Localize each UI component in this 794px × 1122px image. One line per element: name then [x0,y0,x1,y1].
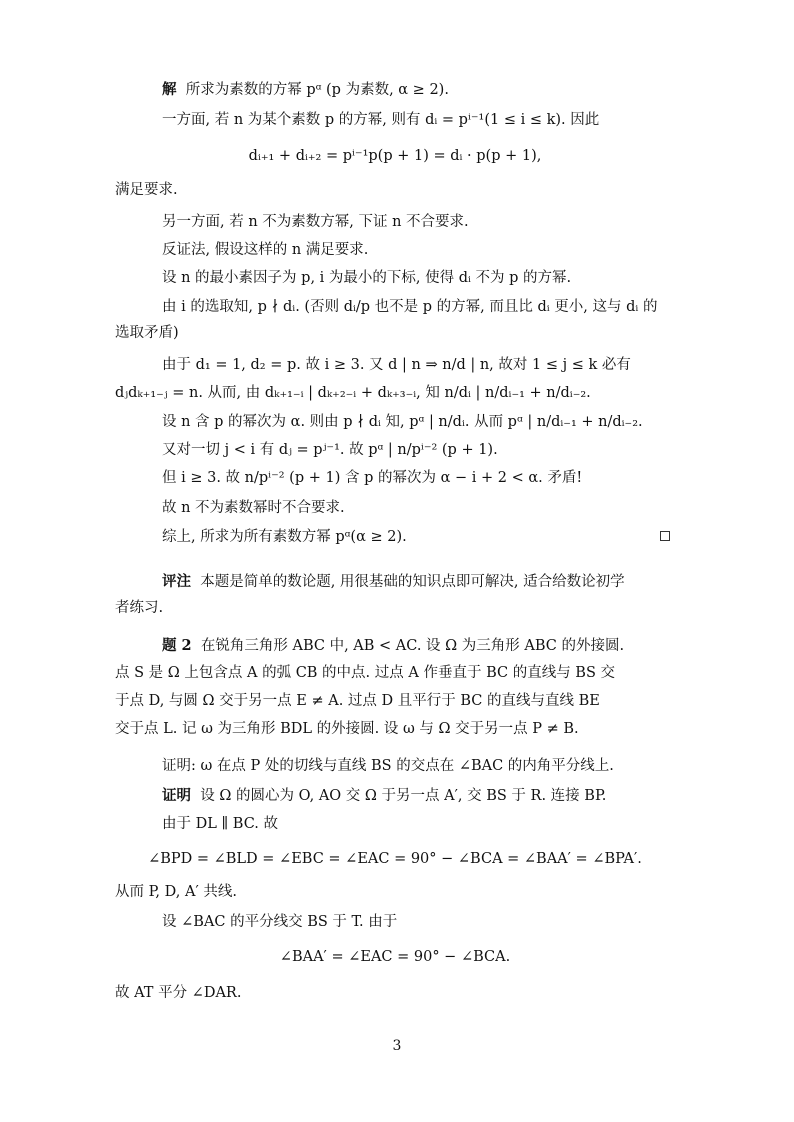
solution-line-5: 设 n 的最小素因子为 p, i 为最小的下标, 使得 dᵢ 不为 p 的方幂. [162,270,572,286]
solution-line-7a: 由于 d₁ = 1, d₂ = p. 故 i ≥ 3. 又 d | n ⇒ n/d | n, 故对 1 ≤ j ≤ k 必有 [162,357,631,373]
proof-line-2: 由于 DL ∥ BC. 故 [162,816,278,832]
proof-line-5: 故 AT 平分 ∠DAR. [115,985,242,1001]
solution-line-7b: dⱼdₖ₊₁₋ⱼ = n. 从而, 由 dₖ₊₁₋ᵢ | dₖ₊₂₋ᵢ + dₖ₊₃₋ᵢ, 知 n/dᵢ | n/dᵢ₋₁ + n/dᵢ₋₂. [115,385,591,401]
problem2-line-5: 证明: ω 在点 P 处的切线与直线 BS 的交点在 ∠BAC 的内角平分线上. [162,758,614,774]
proof-text-1: 设 Ω 的圆心为 O, AO 交 Ω 于另一点 A′, 交 BS 于 R. 连接 BP. [200,788,607,804]
remark-line-2: 者练习. [115,600,164,616]
proof-equation-1: ∠BPD = ∠BLD = ∠EBC = ∠EAC = 90° − ∠BCA = ∠BAA′ = ∠BPA′. [148,851,642,867]
proof-line-4: 设 ∠BAC 的平分线交 BS 于 T. 由于 [162,914,398,930]
solution-line-1: 一方面, 若 n 为某个素数 p 的方幂, 则有 dᵢ = pⁱ⁻¹(1 ≤ i ≤ k). 因此 [162,112,600,128]
qed-square-icon [660,531,670,541]
solution-line-4: 反证法, 假设这样的 n 满足要求. [162,242,369,258]
proof-equation-2: ∠BAA′ = ∠EAC = 90° − ∠BCA. [279,949,511,965]
solution-line-11: 故 n 不为素数幂时不合要求. [162,500,345,516]
problem2-line-1 [162,636,672,656]
problem2-label: 题 2 [162,637,192,654]
solution-equation-1: dᵢ₊₁ + dᵢ₊₂ = pⁱ⁻¹p(p + 1) = dᵢ · p(p + 1), [248,148,542,164]
problem2-line-4: 交于点 L. 记 ω 为三角形 BDL 的外接圆. 设 ω 与 Ω 交于另一点 P ≠ B. [115,721,579,737]
problem2-line-2: 点 S 是 Ω 上包含点 A 的弧 CB 的中点. 过点 A 作垂直于 BC 的直线与 BS 交 [115,665,616,681]
solution-line-2: 满足要求. [115,182,178,198]
remark-line-1 [162,572,672,592]
solution-intro [162,80,672,100]
solution-line-8: 设 n 含 p 的幂次为 α. 则由 p ∤ dᵢ 知, pᵅ | n/dᵢ. 从而 pᵅ | n/dᵢ₋₁ + n/dᵢ₋₂. [162,414,643,430]
remark-label: 评注 [162,573,191,590]
solution-line-6a: 由 i 的选取知, p ∤ dᵢ. (否则 dᵢ/p 也不是 p 的方幂, 而且比 dᵢ 更小, 这与 dᵢ 的 [162,299,658,315]
solution-line-10: 但 i ≥ 3. 故 n/pⁱ⁻² (p + 1) 含 p 的幂次为 α − i + 2 < α. 矛盾! [162,470,583,486]
proof-line-3: 从而 P, D, A′ 共线. [115,884,237,900]
problem2-line-3: 于点 D, 与圆 Ω 交于另一点 E ≠ A. 过点 D 且平行于 BC 的直线与直线 BE [115,693,600,709]
solution-line-6b: 选取矛盾) [115,325,179,341]
problem2-text-1: 在锐角三角形 ABC 中, AB < AC. 设 Ω 为三角形 ABC 的外接圆. [200,638,625,654]
remark-text-1: 本题是简单的数论题, 用很基础的知识点即可解决, 适合给数论初学 [200,574,625,590]
proof-label: 证明 [162,787,191,804]
solution-intro-text: 所求为素数的方幂 pᵅ (p 为素数, α ≥ 2). [185,82,449,98]
page-number: 3 [392,1038,402,1054]
solution-line-9: 又对一切 j < i 有 dⱼ = pʲ⁻¹. 故 pᵅ | n/pⁱ⁻² (p + 1). [162,442,498,458]
solution-line-12: 综上, 所求为所有素数方幂 pᵅ(α ≥ 2). [162,529,407,545]
proof-line-1 [162,786,672,806]
solution-label: 解 [162,81,177,98]
solution-line-3: 另一方面, 若 n 不为素数方幂, 下证 n 不合要求. [162,214,469,230]
